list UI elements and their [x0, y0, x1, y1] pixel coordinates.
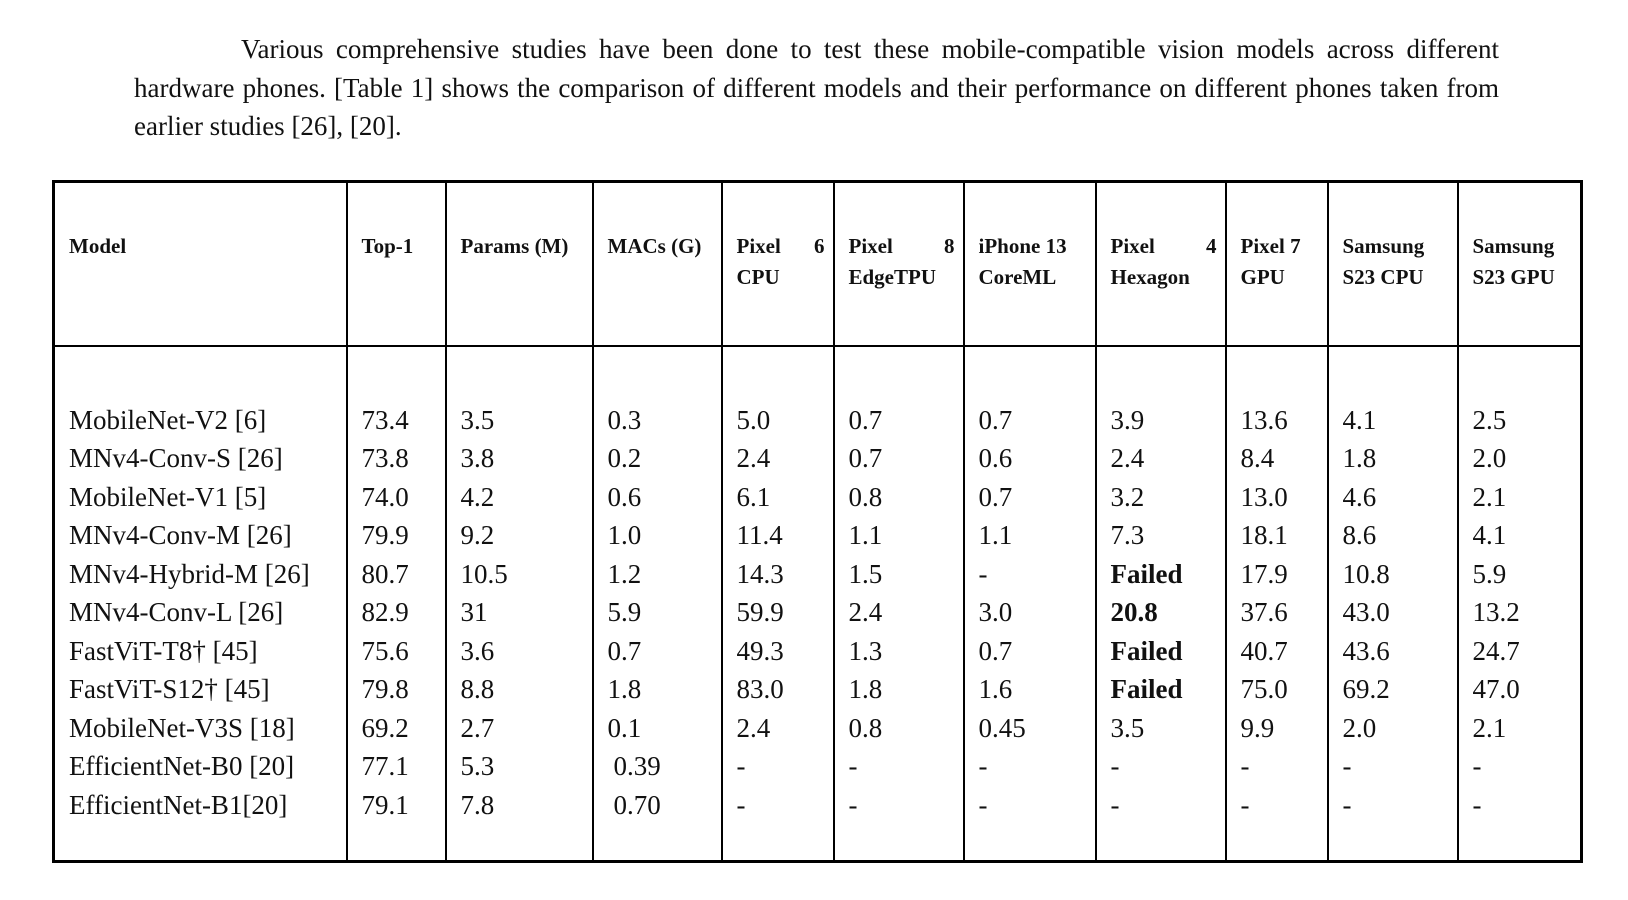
spacer-cell [834, 824, 964, 862]
table-cell: 0.7 [964, 401, 1096, 440]
table-cell: 2.0 [1328, 709, 1458, 748]
table-cell: 5.3 [446, 747, 593, 786]
model-name-cell: MNv4-Conv-S [26] [54, 439, 347, 478]
spacer-row [54, 824, 1582, 862]
table-cell: 3.9 [1096, 401, 1226, 440]
column-header: Pixel 8 EdgeTPU [834, 182, 964, 346]
model-name-cell: MobileNet-V3S [18] [54, 709, 347, 748]
table-cell: Failed [1096, 670, 1226, 709]
table-cell: Failed [1096, 632, 1226, 671]
column-header: iPhone 13 CoreML [964, 182, 1096, 346]
table-cell: 5.0 [722, 401, 834, 440]
column-header: MACs (G) [593, 182, 722, 346]
table-cell: 7.3 [1096, 516, 1226, 555]
column-header: Model [54, 182, 347, 346]
table-row [54, 516, 1582, 555]
spacer-cell [593, 824, 722, 862]
table-cell: 1.1 [834, 516, 964, 555]
table-cell: 3.6 [446, 632, 593, 671]
column-header: Top-1 [347, 182, 446, 346]
table-cell: 11.4 [722, 516, 834, 555]
table-cell: 3.5 [1096, 709, 1226, 748]
spacer-cell [1458, 346, 1582, 401]
table-cell: 2.7 [446, 709, 593, 748]
table-cell: - [834, 747, 964, 786]
table-cell: 0.8 [834, 709, 964, 748]
table-cell: Failed [1096, 555, 1226, 594]
spacer-cell [722, 824, 834, 862]
spacer-cell [722, 346, 834, 401]
table-row [54, 786, 1582, 825]
model-name-cell: FastViT-S12† [45] [54, 670, 347, 709]
spacer-row [54, 346, 1582, 401]
table-cell: 3.5 [446, 401, 593, 440]
comparison-table [52, 180, 1583, 863]
model-name-cell: EfficientNet-B0 [20] [54, 747, 347, 786]
table-cell: 0.39 [593, 747, 722, 786]
table-cell: 0.1 [593, 709, 722, 748]
table-header [54, 182, 1582, 346]
table-cell: 79.1 [347, 786, 446, 825]
table-cell: 4.1 [1328, 401, 1458, 440]
table-cell: 2.4 [722, 439, 834, 478]
spacer-cell [54, 824, 347, 862]
table-cell: 40.7 [1226, 632, 1328, 671]
table-cell: 18.1 [1226, 516, 1328, 555]
table-cell: - [1328, 786, 1458, 825]
table-row [54, 555, 1582, 594]
table-cell: 10.8 [1328, 555, 1458, 594]
table-cell: 1.8 [1328, 439, 1458, 478]
table-cell: 0.7 [964, 478, 1096, 517]
table-cell: 1.3 [834, 632, 964, 671]
model-name-cell: MobileNet-V2 [6] [54, 401, 347, 440]
table-cell: 59.9 [722, 593, 834, 632]
table-cell: 0.7 [834, 401, 964, 440]
table-cell: - [964, 555, 1096, 594]
table-cell: 0.8 [834, 478, 964, 517]
table-cell: - [1096, 786, 1226, 825]
model-name-cell: EfficientNet-B1[20] [54, 786, 347, 825]
model-name-cell: FastViT-T8† [45] [54, 632, 347, 671]
table-cell: 69.2 [1328, 670, 1458, 709]
table-cell: 0.7 [834, 439, 964, 478]
table-cell: - [964, 786, 1096, 825]
spacer-cell [964, 346, 1096, 401]
table-cell: 3.2 [1096, 478, 1226, 517]
table-cell: 1.6 [964, 670, 1096, 709]
table-cell: 77.1 [347, 747, 446, 786]
spacer-cell [1226, 346, 1328, 401]
table-body [54, 346, 1582, 862]
spacer-cell [1096, 824, 1226, 862]
spacer-cell [1328, 824, 1458, 862]
header-row [54, 182, 1582, 346]
table-cell: 73.4 [347, 401, 446, 440]
table-cell: 17.9 [1226, 555, 1328, 594]
table-cell: 4.1 [1458, 516, 1582, 555]
table-cell: - [1226, 786, 1328, 825]
table-row [54, 747, 1582, 786]
spacer-cell [834, 346, 964, 401]
table-cell: 0.6 [964, 439, 1096, 478]
table-cell: 2.4 [722, 709, 834, 748]
table-cell: 0.7 [964, 632, 1096, 671]
table-cell: 13.0 [1226, 478, 1328, 517]
table-cell: 43.6 [1328, 632, 1458, 671]
table-row [54, 401, 1582, 440]
table-cell: 7.8 [446, 786, 593, 825]
table-cell: 2.4 [1096, 439, 1226, 478]
table-cell: 4.6 [1328, 478, 1458, 517]
column-header: Params (M) [446, 182, 593, 346]
table-row [54, 439, 1582, 478]
table-cell: 1.5 [834, 555, 964, 594]
column-header: Pixel 7 GPU [1226, 182, 1328, 346]
spacer-cell [593, 346, 722, 401]
spacer-cell [1458, 824, 1582, 862]
table-cell: - [1096, 747, 1226, 786]
table-cell: 0.3 [593, 401, 722, 440]
table-cell: 2.1 [1458, 709, 1582, 748]
table-cell: 79.8 [347, 670, 446, 709]
table-cell: 1.8 [834, 670, 964, 709]
spacer-cell [54, 346, 347, 401]
table-row [54, 632, 1582, 671]
table-cell: - [722, 786, 834, 825]
spacer-cell [1096, 346, 1226, 401]
table-cell: - [834, 786, 964, 825]
table-cell: 2.0 [1458, 439, 1582, 478]
spacer-cell [446, 346, 593, 401]
table-row [54, 709, 1582, 748]
table-cell: 69.2 [347, 709, 446, 748]
table-cell: 0.45 [964, 709, 1096, 748]
model-name-cell: MobileNet-V1 [5] [54, 478, 347, 517]
model-name-cell: MNv4-Conv-M [26] [54, 516, 347, 555]
table-cell: 79.9 [347, 516, 446, 555]
table-cell: 9.9 [1226, 709, 1328, 748]
column-header: Pixel 6 CPU [722, 182, 834, 346]
table-cell: 5.9 [593, 593, 722, 632]
spacer-cell [446, 824, 593, 862]
table-cell: 4.2 [446, 478, 593, 517]
table-cell: 74.0 [347, 478, 446, 517]
table-cell: 6.1 [722, 478, 834, 517]
table-cell: 75.0 [1226, 670, 1328, 709]
table-cell: 8.6 [1328, 516, 1458, 555]
table-cell: 83.0 [722, 670, 834, 709]
table-cell: - [1458, 747, 1582, 786]
table-cell: 1.2 [593, 555, 722, 594]
table-cell: 3.0 [964, 593, 1096, 632]
model-name-cell: MNv4-Hybrid-M [26] [54, 555, 347, 594]
table-cell: 0.6 [593, 478, 722, 517]
table-cell: - [1328, 747, 1458, 786]
spacer-cell [347, 346, 446, 401]
table-cell: 0.2 [593, 439, 722, 478]
spacer-cell [347, 824, 446, 862]
table-row [54, 670, 1582, 709]
table-cell: 2.4 [834, 593, 964, 632]
table-cell: 80.7 [347, 555, 446, 594]
table-cell: 49.3 [722, 632, 834, 671]
table-cell: 1.0 [593, 516, 722, 555]
table-cell: 10.5 [446, 555, 593, 594]
column-header: Pixel 4 Hexagon [1096, 182, 1226, 346]
table-cell: 1.8 [593, 670, 722, 709]
model-name-cell: MNv4-Conv-L [26] [54, 593, 347, 632]
table-cell: 8.4 [1226, 439, 1328, 478]
spacer-cell [1226, 824, 1328, 862]
table-cell: 8.8 [446, 670, 593, 709]
table-cell: 1.1 [964, 516, 1096, 555]
table-cell: 2.1 [1458, 478, 1582, 517]
table-cell: 31 [446, 593, 593, 632]
table-cell: 9.2 [446, 516, 593, 555]
table-cell: - [1458, 786, 1582, 825]
intro-paragraph: Various comprehensive studies have been done to test these mobile-compatible vision models across different hardware phones. [Table 1] shows the comparison of different models and their performance on different phones taken from earlier studies [26], [20]. [134, 34, 1499, 141]
table-cell: 14.3 [722, 555, 834, 594]
table-cell: 3.8 [446, 439, 593, 478]
table-cell: 13.2 [1458, 593, 1582, 632]
table-cell: - [1226, 747, 1328, 786]
table-cell: 24.7 [1458, 632, 1582, 671]
table-cell: 75.6 [347, 632, 446, 671]
table-row [54, 478, 1582, 517]
table-cell: 73.8 [347, 439, 446, 478]
table-cell: 20.8 [1096, 593, 1226, 632]
table-row [54, 593, 1582, 632]
table-cell: 82.9 [347, 593, 446, 632]
table-cell: 13.6 [1226, 401, 1328, 440]
table-cell: - [964, 747, 1096, 786]
spacer-cell [964, 824, 1096, 862]
column-header: Samsung S23 GPU [1458, 182, 1582, 346]
spacer-cell [1328, 346, 1458, 401]
column-header: Samsung S23 CPU [1328, 182, 1458, 346]
table-cell: 47.0 [1458, 670, 1582, 709]
table-cell: 37.6 [1226, 593, 1328, 632]
table-cell: 2.5 [1458, 401, 1582, 440]
table-cell: 43.0 [1328, 593, 1458, 632]
table-cell: 5.9 [1458, 555, 1582, 594]
table-cell: - [722, 747, 834, 786]
table-cell: 0.7 [593, 632, 722, 671]
table-cell: 0.70 [593, 786, 722, 825]
